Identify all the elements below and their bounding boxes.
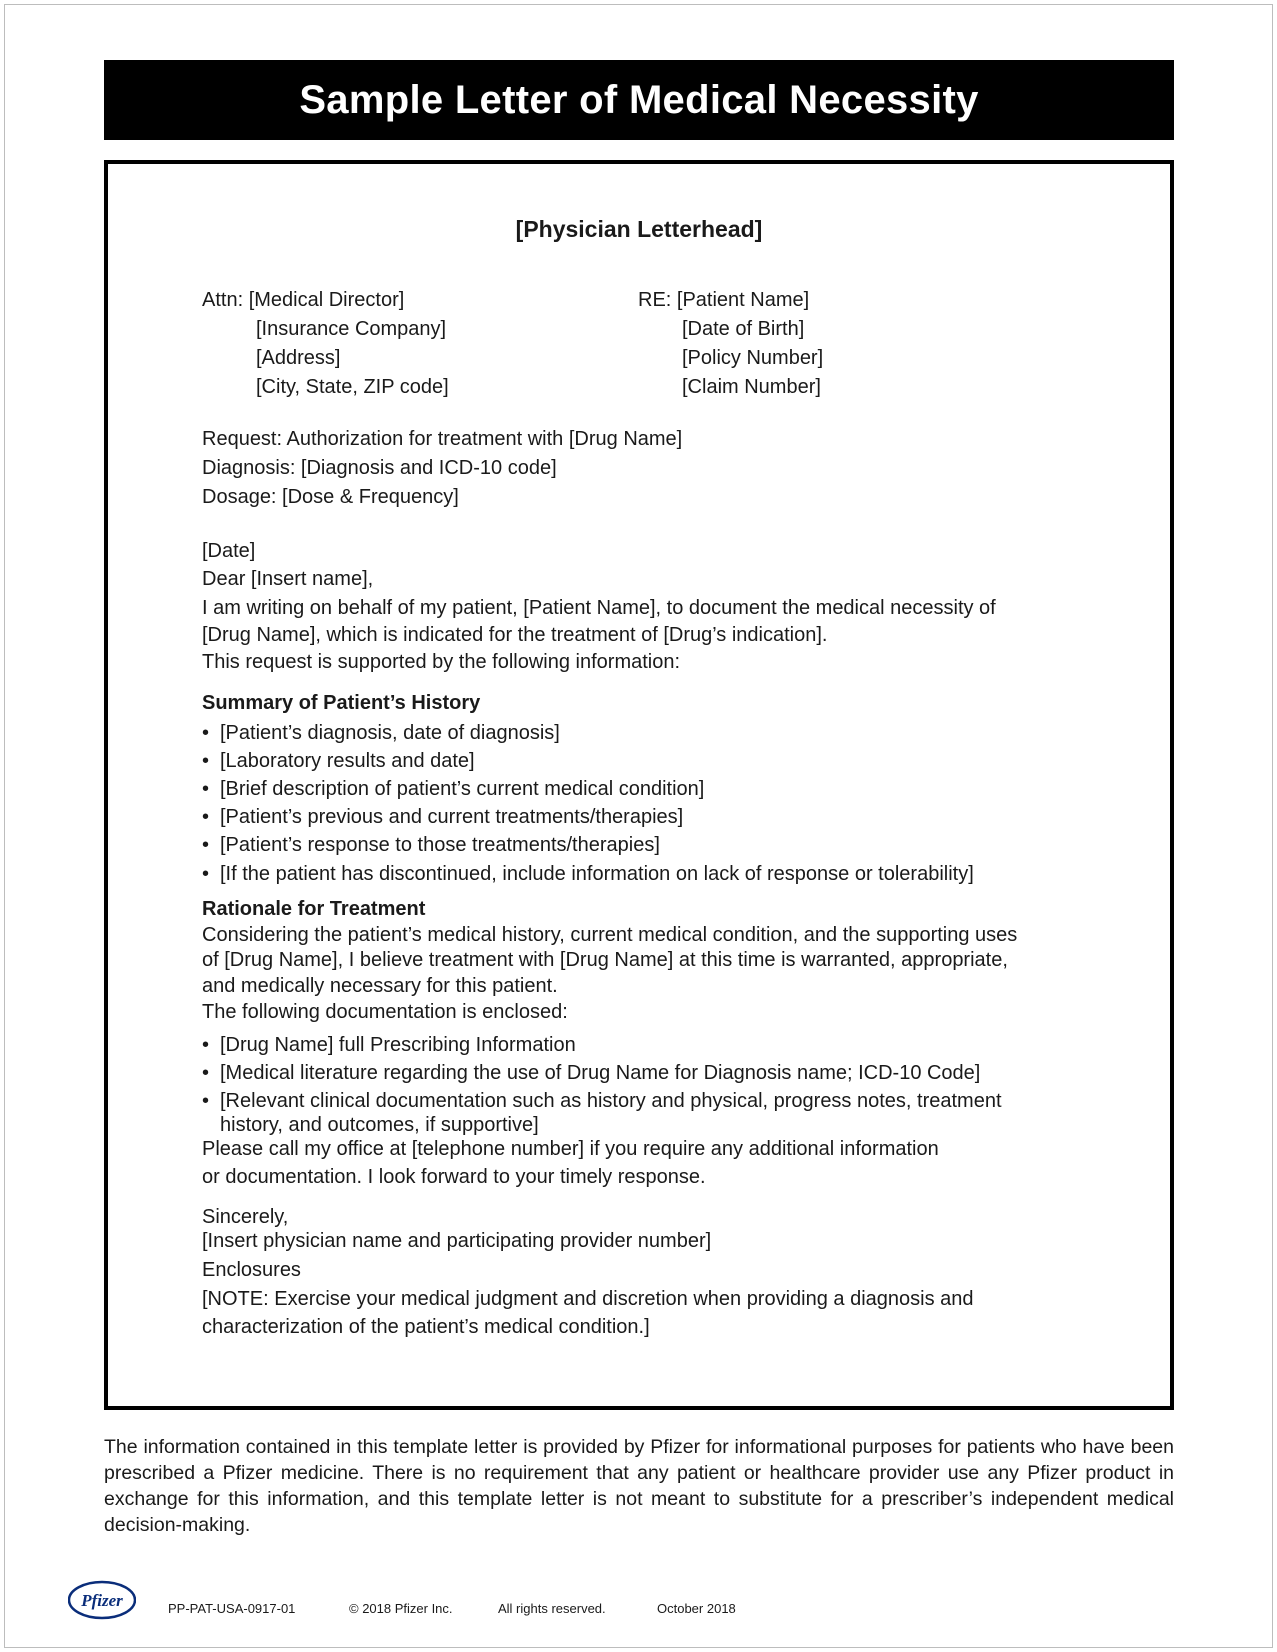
letter-date: [Date] <box>202 540 256 562</box>
closing-line: Please call my office at [telephone number] if you require any additional information <box>202 1138 939 1160</box>
disclaimer: The information contained in this template letter is provided by Pfizer for informational purposes for patients who have been prescribed a Pfizer medicine. There is no requirement that any patient or healthcare provider use any Pfizer product in exchange for this information, and this template letter is not meant to substitute for a prescriber’s independent medical decision-making. <box>104 1436 1174 1536</box>
re-line: [Claim Number] <box>682 376 821 398</box>
document-code: PP-PAT-USA-0917-01 <box>168 1601 296 1616</box>
attn-line: [Address] <box>256 347 341 369</box>
intro-line: This request is supported by the following information: <box>202 651 681 673</box>
attn-line: Attn: [Medical Director] <box>202 289 405 311</box>
enclosures: Enclosures <box>202 1259 301 1281</box>
re-line: [Date of Birth] <box>682 318 805 340</box>
rights-reserved: All rights reserved. <box>498 1601 606 1616</box>
footer-date: October 2018 <box>657 1601 736 1616</box>
enclosure-item-continued: history, and outcomes, if supportive] <box>220 1114 539 1136</box>
copyright: © 2018 Pfizer Inc. <box>349 1601 453 1616</box>
note-line: characterization of the patient’s medical condition.] <box>202 1316 650 1338</box>
pfizer-logo <box>68 1580 136 1620</box>
rationale-line: of [Drug Name], I believe treatment with [Drug Name] at this time is warranted, appropriate, <box>202 949 1008 971</box>
attn-line: [Insurance Company] <box>256 318 447 340</box>
intro-line: [Drug Name], which is indicated for the treatment of [Drug’s indication]. <box>202 624 828 646</box>
re-line: RE: [Patient Name] <box>638 289 810 311</box>
rationale-line: Considering the patient’s medical history, current medical condition, and the supporting uses <box>202 924 1018 946</box>
sincerely: Sincerely, <box>202 1206 289 1228</box>
salutation: Dear [Insert name], <box>202 568 374 590</box>
attn-line: [City, State, ZIP code] <box>256 376 449 398</box>
intro-line: I am writing on behalf of my patient, [Patient Name], to document the medical necessity of <box>202 597 996 619</box>
diagnosis-line: Diagnosis: [Diagnosis and ICD-10 code] <box>202 457 557 479</box>
signer: [Insert physician name and participating provider number] <box>202 1230 712 1252</box>
svg-text:Pfizer: Pfizer <box>81 1591 123 1610</box>
rationale-heading: Rationale for Treatment <box>202 898 426 920</box>
dosage-line: Dosage: [Dose & Frequency] <box>202 486 459 508</box>
re-line: [Policy Number] <box>682 347 824 369</box>
physician-letterhead: [Physician Letterhead] <box>515 216 763 242</box>
request-line: Request: Authorization for treatment with [Drug Name] <box>202 428 683 450</box>
page-title: Sample Letter of Medical Necessity <box>104 60 1174 140</box>
note-line: [NOTE: Exercise your medical judgment and discretion when providing a diagnosis and <box>202 1288 974 1310</box>
closing-line: or documentation. I look forward to your timely response. <box>202 1166 706 1188</box>
rationale-line: The following documentation is enclosed: <box>202 1001 568 1023</box>
history-heading: Summary of Patient’s History <box>202 692 481 714</box>
rationale-line: and medically necessary for this patient. <box>202 975 558 997</box>
letter-template-box: [Physician Letterhead] Attn: [Medical Director] [Insurance Company] [Address] [City, State, ZIP code] RE: [Patient Name] [Date of Birth] [Policy Number] [Claim Number] Request: Authorization for treatment with [Drug Name] Diagnosis: [Diagnosis and ICD-10 code] Dosage: [Dose & Frequency] [Date] Dear [Insert name], I am writing on behalf of my patient, [Patient Name], to document the medical necessity of [Drug Name], which is indicated for the treatment of [Drug’s indication]. This request is supported by the following information: Summary of Patient’s History • [Patient’s diagnosis, date of diagnosis] • [Laboratory results and date] • [Brief description of patient’s current medical condition] • [Patient’s previous and current treatments/therapies] • [Patient’s response to those treatments/therapies] • [If the patient has discontinued, include information on lack of response or tolerability] Rationale for Treatment Considering the patient’s medical history, current medical condition, and the supporting uses of [Drug Name], I believe treatment with [Drug Name] at this time is warranted, appropriate, and medically necessary for this patient. The following documentation is enclosed: • [Drug Name] full Prescribing Information • [Medical literature regarding the use of Drug Name for Diagnosis name; ICD-10 Code] • [Relevant clinical documentation such as history and physical, progress notes, treatment history, and outcomes, if supportive] Please call my office at [telephone number] if you require any additional information or documentation. I look forward to your timely response. Sincerely, [Insert physician name and participating provider number] Enclosures [NOTE: Exercise your medical judgment and discretion when providing a diagnosis and characterization of the patient’s medical condition.] <box>104 160 1174 1410</box>
